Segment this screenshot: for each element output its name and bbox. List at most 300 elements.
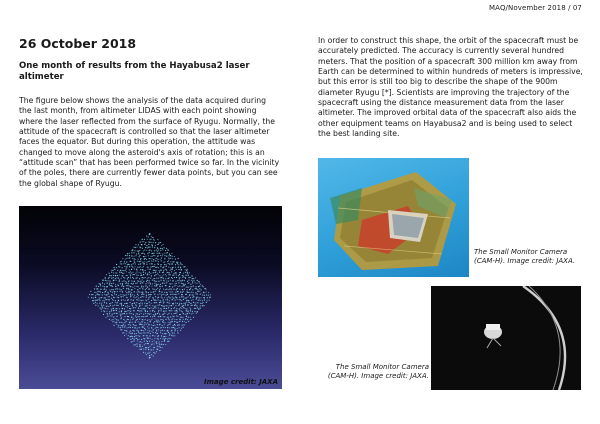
- lidar-point: [149, 302, 150, 303]
- lidar-point: [158, 242, 159, 243]
- lidar-point: [174, 335, 175, 336]
- lidar-point: [167, 317, 168, 318]
- lidar-point: [148, 338, 149, 339]
- lidar-point: [120, 263, 121, 264]
- lidar-point: [151, 319, 152, 320]
- lidar-point: [138, 295, 139, 296]
- lidar-point: [162, 325, 163, 326]
- lidar-point: [192, 297, 193, 298]
- lidar-point: [150, 258, 151, 259]
- lidar-point: [149, 280, 150, 281]
- lidar-point: [148, 299, 149, 300]
- lidar-point: [139, 314, 140, 315]
- lidar-point: [120, 283, 121, 284]
- lidar-point: [161, 292, 162, 293]
- lidar-point: [177, 291, 178, 292]
- lidar-point: [189, 294, 190, 295]
- lidar-point: [160, 288, 161, 289]
- lidar-point: [151, 236, 152, 237]
- lidar-point: [175, 325, 176, 326]
- lidar-point: [150, 292, 151, 293]
- lidar-point: [158, 329, 159, 330]
- lidar-point: [171, 327, 172, 328]
- lidar-point: [103, 280, 104, 281]
- lidar-point: [140, 242, 141, 243]
- lidar-point: [179, 277, 180, 278]
- lidar-point: [107, 283, 108, 284]
- lidar-point: [131, 317, 132, 318]
- lidar-point: [154, 300, 155, 301]
- lidar-point: [144, 338, 145, 339]
- lidar-point: [160, 302, 161, 303]
- lidar-point: [129, 264, 130, 265]
- lidar-point: [142, 277, 143, 278]
- lidar-point: [139, 316, 140, 317]
- lidar-point: [132, 287, 133, 288]
- lidar-point: [125, 330, 126, 331]
- lidar-point: [105, 297, 106, 298]
- lidar-point: [160, 266, 161, 267]
- lidar-point: [127, 255, 128, 256]
- lidar-point: [203, 302, 204, 303]
- lidar-point: [145, 247, 146, 248]
- lidar-point: [170, 270, 171, 271]
- lidar-point: [158, 335, 159, 336]
- lidar-point: [141, 313, 142, 314]
- lidar-point: [162, 283, 163, 284]
- lidar-point: [106, 280, 107, 281]
- lidar-point: [147, 273, 148, 274]
- lidar-point: [115, 300, 116, 301]
- lidar-point: [192, 313, 193, 314]
- lidar-point: [190, 303, 191, 304]
- lidar-point: [196, 293, 197, 294]
- lidar-point: [138, 252, 139, 253]
- lidar-point: [197, 280, 198, 281]
- lidar-point: [119, 280, 120, 281]
- lidar-point: [187, 269, 188, 270]
- lidar-point: [128, 294, 129, 295]
- lidar-point: [154, 338, 155, 339]
- lidar-point: [130, 274, 131, 275]
- lidar-point: [142, 239, 143, 240]
- lidar-point: [134, 260, 135, 261]
- lidar-point: [116, 288, 117, 289]
- lidar-point: [148, 328, 149, 329]
- lidar-point: [166, 289, 167, 290]
- lidar-point: [123, 277, 124, 278]
- lidar-point: [119, 274, 120, 275]
- lidar-point: [154, 321, 155, 322]
- lidar-point: [104, 307, 105, 308]
- lidar-point: [153, 322, 154, 323]
- lidar-point: [187, 273, 188, 274]
- lidar-point: [133, 296, 134, 297]
- lidar-point: [144, 261, 145, 262]
- lidar-point: [141, 333, 142, 334]
- lidar-point: [173, 325, 174, 326]
- lidar-point: [145, 349, 146, 350]
- lidar-point: [169, 310, 170, 311]
- lidar-point: [137, 277, 138, 278]
- lidar-point: [192, 305, 193, 306]
- lidar-point: [157, 239, 158, 240]
- lidar-point: [134, 259, 135, 260]
- lidar-point: [146, 297, 147, 298]
- lidar-point: [202, 303, 203, 304]
- lidar-point: [125, 311, 126, 312]
- lidar-point: [153, 325, 154, 326]
- lidar-point: [98, 291, 99, 292]
- lidar-point: [147, 274, 148, 275]
- lidar-point: [156, 321, 157, 322]
- lidar-point: [150, 321, 151, 322]
- lidar-point: [105, 317, 106, 318]
- lidar-point: [143, 330, 144, 331]
- lidar-point: [159, 344, 160, 345]
- lidar-point: [109, 296, 110, 297]
- lidar-point: [107, 314, 108, 315]
- lidar-point: [148, 343, 149, 344]
- lidar-point: [139, 292, 140, 293]
- lidar-point: [183, 276, 184, 277]
- lidar-point: [98, 305, 99, 306]
- lidar-point: [97, 293, 98, 294]
- lidar-point: [145, 283, 146, 284]
- lidar-point: [144, 239, 145, 240]
- lidar-point: [132, 294, 133, 295]
- lidar-point: [159, 341, 160, 342]
- lidar-point: [182, 306, 183, 307]
- lidar-point: [183, 313, 184, 314]
- lidar-point: [144, 249, 145, 250]
- lidar-point: [195, 282, 196, 283]
- lidar-point: [193, 302, 194, 303]
- lidar-point: [192, 276, 193, 277]
- lidar-point: [133, 307, 134, 308]
- lidar-point: [150, 266, 151, 267]
- lidar-point: [140, 269, 141, 270]
- lidar-point: [167, 261, 168, 262]
- lidar-point: [113, 275, 114, 276]
- lidar-point: [153, 272, 154, 273]
- lidar-point: [151, 258, 152, 259]
- lidar-point: [140, 297, 141, 298]
- lidar-point: [131, 269, 132, 270]
- lidar-point: [189, 292, 190, 293]
- lidar-point: [174, 256, 175, 257]
- lidar-point: [140, 344, 141, 345]
- lidar-point: [190, 308, 191, 309]
- lidar-point: [172, 299, 173, 300]
- lidar-point: [154, 283, 155, 284]
- lidar-point: [139, 322, 140, 323]
- lidar-point: [145, 270, 146, 271]
- lidar-point: [157, 294, 158, 295]
- lidar-point: [153, 329, 154, 330]
- lidar-point: [153, 352, 154, 353]
- lidar-point: [193, 292, 194, 293]
- lidar-point: [147, 332, 148, 333]
- lidar-point: [164, 316, 165, 317]
- lidar-point: [139, 305, 140, 306]
- lidar-point: [119, 289, 120, 290]
- lidar-point: [149, 355, 150, 356]
- lidar-point: [100, 285, 101, 286]
- lidar-point: [109, 277, 110, 278]
- lidar-point: [145, 316, 146, 317]
- lidar-point: [160, 316, 161, 317]
- lidar-point: [156, 351, 157, 352]
- lidar-point: [139, 339, 140, 340]
- lidar-point: [188, 280, 189, 281]
- lidar-point: [116, 310, 117, 311]
- lidar-point: [127, 310, 128, 311]
- lidar-point: [161, 280, 162, 281]
- lidar-point: [125, 325, 126, 326]
- lidar-point: [181, 286, 182, 287]
- lidar-point: [139, 261, 140, 262]
- lidar-point: [163, 244, 164, 245]
- lidar-point: [157, 284, 158, 285]
- lidar-point: [177, 322, 178, 323]
- lidar-point: [123, 332, 124, 333]
- lidar-point: [121, 325, 122, 326]
- lidar-point: [154, 250, 155, 251]
- lidar-point: [142, 262, 143, 263]
- lidar-point: [149, 252, 150, 253]
- lidar-point: [138, 281, 139, 282]
- lidar-point: [182, 277, 183, 278]
- lidar-point: [108, 299, 109, 300]
- lidar-point: [109, 275, 110, 276]
- lidar-point: [159, 314, 160, 315]
- lidar-point: [167, 339, 168, 340]
- lidar-point: [164, 339, 165, 340]
- lidar-point: [150, 247, 151, 248]
- lidar-point: [95, 292, 96, 293]
- lidar-point: [133, 340, 134, 341]
- lidar-point: [162, 248, 163, 249]
- lidar-point: [196, 305, 197, 306]
- lidar-point: [148, 292, 149, 293]
- lidar-point: [160, 330, 161, 331]
- lidar-point: [147, 278, 148, 279]
- lidar-point: [157, 251, 158, 252]
- lidar-point: [200, 303, 201, 304]
- lidar-point: [132, 322, 133, 323]
- lidar-point: [110, 315, 111, 316]
- lidar-point: [196, 299, 197, 300]
- lidar-point: [104, 297, 105, 298]
- lidar-point: [180, 319, 181, 320]
- lidar-point: [156, 289, 157, 290]
- lidar-point: [132, 255, 133, 256]
- lidar-point: [117, 291, 118, 292]
- lidar-point: [109, 273, 110, 274]
- lidar-point: [120, 303, 121, 304]
- lidar-point: [154, 318, 155, 319]
- lidar-point: [127, 305, 128, 306]
- lidar-point: [136, 335, 137, 336]
- lidar-point: [108, 278, 109, 279]
- lidar-point: [115, 275, 116, 276]
- lidar-point: [182, 317, 183, 318]
- lidar-point: [147, 330, 148, 331]
- lidar-point: [136, 330, 137, 331]
- lidar-point: [136, 302, 137, 303]
- lidar-point: [170, 255, 171, 256]
- lidar-point: [121, 310, 122, 311]
- lidar-point: [188, 304, 189, 305]
- lidar-point: [107, 306, 108, 307]
- lidar-point: [184, 285, 185, 286]
- lidar-point: [166, 285, 167, 286]
- lidar-point: [151, 354, 152, 355]
- lidar-point: [154, 247, 155, 248]
- lidar-point: [175, 281, 176, 282]
- lidar-point: [138, 316, 139, 317]
- lidar-point: [181, 300, 182, 301]
- lidar-point: [147, 305, 148, 306]
- lidar-point: [142, 296, 143, 297]
- lidar-point: [144, 303, 145, 304]
- lidar-point: [112, 305, 113, 306]
- lidar-point: [133, 247, 134, 248]
- lidar-point: [177, 316, 178, 317]
- lidar-point: [205, 291, 206, 292]
- lidar-point: [169, 324, 170, 325]
- lidar-point: [158, 320, 159, 321]
- lidar-point: [149, 314, 150, 315]
- lidar-point: [189, 289, 190, 290]
- lidar-point: [145, 329, 146, 330]
- lidar-point: [112, 302, 113, 303]
- lidar-point: [142, 321, 143, 322]
- lidar-point: [185, 298, 186, 299]
- lidar-point: [121, 296, 122, 297]
- lidar-point: [133, 314, 134, 315]
- lidar-point: [190, 277, 191, 278]
- lidar-point: [119, 311, 120, 312]
- lidar-point: [130, 333, 131, 334]
- lidar-point: [126, 297, 127, 298]
- lidar-point: [126, 271, 127, 272]
- lidar-point: [172, 278, 173, 279]
- lidar-point: [97, 300, 98, 301]
- lidar-point: [123, 273, 124, 274]
- lidar-point: [202, 294, 203, 295]
- lidar-point: [193, 299, 194, 300]
- lidar-point: [143, 327, 144, 328]
- lidar-point: [139, 306, 140, 307]
- lidar-point: [130, 271, 131, 272]
- lidar-point: [169, 338, 170, 339]
- lidar-point: [176, 262, 177, 263]
- lidar-point: [158, 297, 159, 298]
- lidar-point: [195, 302, 196, 303]
- lidar-point: [172, 316, 173, 317]
- lidar-point: [112, 321, 113, 322]
- lidar-point: [125, 306, 126, 307]
- lidar-point: [116, 280, 117, 281]
- lidar-point: [136, 343, 137, 344]
- lidar-point: [117, 270, 118, 271]
- lidar-point: [169, 258, 170, 259]
- lidar-point: [171, 321, 172, 322]
- lidar-point: [138, 267, 139, 268]
- lidar-point: [126, 313, 127, 314]
- lidar-point: [185, 284, 186, 285]
- lidar-point: [165, 319, 166, 320]
- lidar-point: [142, 300, 143, 301]
- lidar-point: [129, 332, 130, 333]
- lidar-point: [127, 338, 128, 339]
- lidar-point: [187, 296, 188, 297]
- lidar-point: [110, 285, 111, 286]
- lidar-point: [202, 285, 203, 286]
- lidar-point: [137, 250, 138, 251]
- lidar-point: [151, 303, 152, 304]
- lidar-point: [132, 338, 133, 339]
- lidar-point: [147, 353, 148, 354]
- lidar-point: [167, 327, 168, 328]
- lidar-point: [166, 280, 167, 281]
- lidar-point: [167, 299, 168, 300]
- lidar-point: [139, 310, 140, 311]
- lidar-point: [98, 286, 99, 287]
- lidar-point: [162, 297, 163, 298]
- lidar-point: [148, 277, 149, 278]
- lidar-point: [151, 242, 152, 243]
- lidar-point: [129, 313, 130, 314]
- lidar-point: [141, 316, 142, 317]
- lidar-point: [167, 330, 168, 331]
- lidar-point: [149, 263, 150, 264]
- lidar-point: [152, 335, 153, 336]
- lidar-point: [164, 264, 165, 265]
- lidar-point: [172, 269, 173, 270]
- lidar-point: [111, 270, 112, 271]
- lidar-point: [152, 310, 153, 311]
- lidar-point: [153, 259, 154, 260]
- lidar-point: [106, 311, 107, 312]
- lidar-point: [155, 281, 156, 282]
- lidar-point: [129, 291, 130, 292]
- lidar-point: [151, 250, 152, 251]
- lidar-point: [103, 305, 104, 306]
- lidar-point: [186, 300, 187, 301]
- lidar-point: [177, 262, 178, 263]
- lidar-point: [163, 327, 164, 328]
- lidar-point: [200, 293, 201, 294]
- lidar-point: [142, 304, 143, 305]
- lidar-point: [140, 302, 141, 303]
- lidar-point: [130, 261, 131, 262]
- lidar-point: [187, 319, 188, 320]
- lidar-point: [130, 286, 131, 287]
- lidar-point: [138, 331, 139, 332]
- lidar-point: [203, 286, 204, 287]
- lidar-point: [106, 299, 107, 300]
- lidar-point: [166, 275, 167, 276]
- lidar-point: [135, 244, 136, 245]
- lidar-point: [146, 259, 147, 260]
- lidar-point: [153, 253, 154, 254]
- lidar-point: [171, 271, 172, 272]
- lidar-point: [175, 296, 176, 297]
- lidar-point: [154, 316, 155, 317]
